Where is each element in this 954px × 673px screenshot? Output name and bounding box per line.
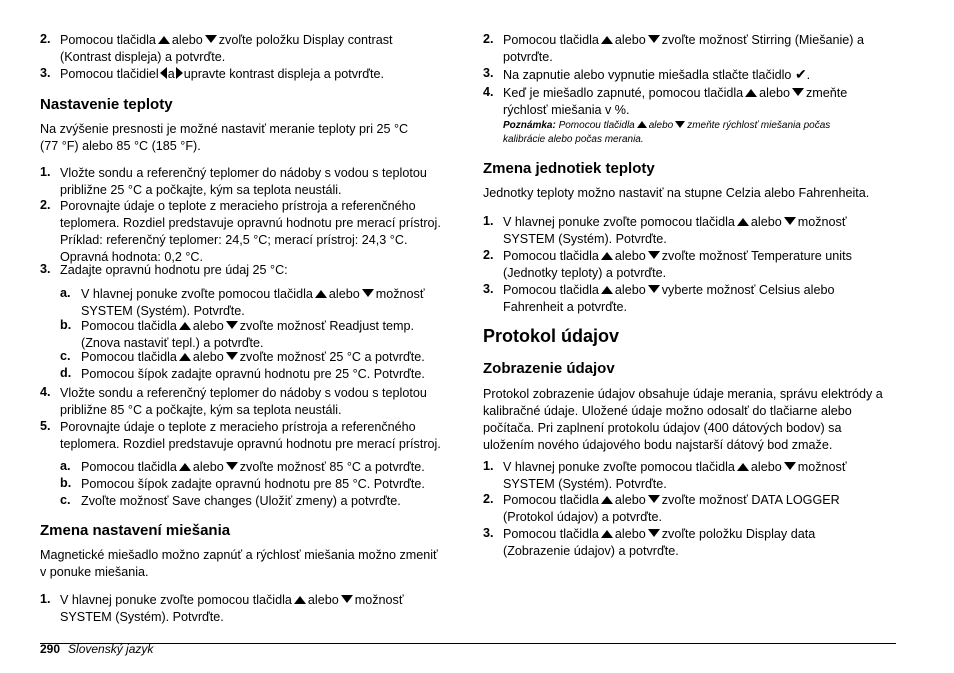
footer-divider	[40, 643, 896, 644]
page-footer	[40, 642, 153, 656]
substep-letter: d.	[60, 366, 72, 380]
step-text: Porovnajte údaje o teplote z meracieho prístroja a referenčného teplomera. Rozdiel predstavuje opravnú hodnotu pre merací prístroj.	[60, 420, 441, 451]
step-number: 2.	[40, 198, 51, 212]
up-arrow-icon	[637, 121, 647, 128]
up-arrow-icon	[745, 89, 757, 97]
down-arrow-icon	[792, 88, 804, 96]
step-number: 1.	[40, 165, 51, 179]
up-arrow-icon	[601, 36, 613, 44]
step-text: Vložte sondu a referenčný teplomer do nádoby s vodou s teplotou približne 25 °C a počkajte, kým sa teplota neustáli.	[60, 166, 427, 197]
up-arrow-icon	[294, 596, 306, 604]
down-arrow-icon	[648, 251, 660, 259]
substep-letter: b.	[60, 318, 72, 332]
down-arrow-icon	[226, 352, 238, 360]
up-arrow-icon	[601, 496, 613, 504]
down-arrow-icon	[784, 462, 796, 470]
section-heading: Zobrazenie údajov	[483, 360, 615, 377]
substep-letter: a.	[60, 286, 71, 300]
substep-text: Zvoľte možnosť Save changes (Uložiť zmeny) a potvrďte.	[81, 494, 401, 508]
step-text: Pomocou tlačidla alebo zvoľte možnosť Temperature units (Jednotky teploty) a potvrďte.	[503, 249, 852, 280]
step-text: Pomocou tlačidla alebo zvoľte položku Display data (Zobrazenie údajov) a potvrďte.	[503, 527, 816, 558]
up-arrow-icon	[315, 290, 327, 298]
paragraph: Magnetické miešadlo možno zapnúť a rýchlosť miešania možno zmeniť v ponuke miešania.	[40, 548, 438, 579]
substep-letter: b.	[60, 476, 72, 490]
step-text: V hlavnej ponuke zvoľte pomocou tlačidla alebo možnosť SYSTEM (Systém). Potvrďte.	[60, 593, 404, 624]
step-text: Keď je miešadlo zapnuté, pomocou tlačidla alebo zmeňte rýchlosť miešania v %.	[503, 86, 848, 117]
step-text: Vložte sondu a referenčný teplomer do nádoby s vodou s teplotou približne 85 °C a počkajte, kým sa teplota neustáli.	[60, 386, 427, 417]
step-text: Na zapnutie alebo vypnutie miešadla stlačte tlačidlo ✔.	[503, 66, 811, 82]
step-text: Pomocou tlačidla alebo vyberte možnosť Celsius alebo Fahrenheit a potvrďte.	[503, 283, 835, 314]
step-text: Porovnajte údaje o teplote z meracieho prístroja a referenčného teplomera. Rozdiel predstavuje opravnú hodnotu pre merací prístroj. Príklad: referenčný teplomer: 24,5 °C; merací prístroj: 24,3 °C. Opravná hodnota: 0,2 °C.	[60, 199, 441, 264]
step-number: 2.	[483, 248, 494, 262]
substep-letter: a.	[60, 459, 71, 473]
down-arrow-icon	[648, 35, 660, 43]
down-arrow-icon	[341, 595, 353, 603]
up-arrow-icon	[601, 286, 613, 294]
step-number: 3.	[483, 282, 494, 296]
down-arrow-icon	[784, 217, 796, 225]
up-arrow-icon	[158, 36, 170, 44]
substep-text: Pomocou tlačidla alebo zvoľte možnosť 85 °C a potvrďte.	[81, 460, 425, 474]
substep-text: Pomocou tlačidla alebo zvoľte možnosť Readjust temp. (Znova nastaviť tepl.) a potvrďte.	[81, 319, 415, 350]
up-arrow-icon	[179, 463, 191, 471]
step-number: 5.	[40, 419, 51, 433]
step-number: 3.	[40, 262, 51, 276]
step-number: 1.	[40, 592, 51, 606]
section-heading: Zmena jednotiek teploty	[483, 160, 655, 177]
substep-text: Pomocou šípok zadajte opravnú hodnotu pre 25 °C. Potvrďte.	[81, 367, 425, 381]
down-arrow-icon	[675, 121, 685, 128]
step-number: 1.	[483, 214, 494, 228]
substep-text: Pomocou šípok zadajte opravnú hodnotu pre 85 °C. Potvrďte.	[81, 477, 425, 491]
down-arrow-icon	[648, 285, 660, 293]
substep-letter: c.	[60, 493, 71, 507]
down-arrow-icon	[648, 495, 660, 503]
step-number: 2.	[483, 492, 494, 506]
step-text: V hlavnej ponuke zvoľte pomocou tlačidla alebo možnosť SYSTEM (Systém). Potvrďte.	[503, 215, 847, 246]
step-text: Zadajte opravnú hodnotu pre údaj 25 °C:	[60, 263, 288, 277]
paragraph: Protokol zobrazenie údajov obsahuje údaje merania, správu elektródy a kalibračné údaje. Uložené údaje možno odosalť do tlačiarne alebo počítača. Pri zaplnení protokolu údajov (400 dátových bodov) sa uložením nového údajového bodu najstarší dátový bod zmaže.	[483, 387, 883, 452]
up-arrow-icon	[737, 463, 749, 471]
page-number: 290	[40, 642, 61, 656]
down-arrow-icon	[226, 321, 238, 329]
step-number: 2.	[40, 32, 51, 46]
step-text: Pomocou tlačidiel a upravte kontrast displeja a potvrďte.	[60, 67, 384, 81]
substep-letter: c.	[60, 349, 71, 363]
step-number: 3.	[483, 66, 494, 80]
step-number: 1.	[483, 459, 494, 473]
note: Poznámka: Pomocou tlačidla alebo zmeňte rýchlosť miešania počas kalibrácie alebo počas merania.	[503, 120, 831, 145]
up-arrow-icon	[601, 252, 613, 260]
paragraph: Na zvýšenie presnosti je možné nastaviť meranie teploty pri 25 °C (77 °F) alebo 85 °C (185 °F).	[40, 122, 409, 153]
up-arrow-icon	[601, 530, 613, 538]
step-text: Pomocou tlačidla alebo zvoľte položku Display contrast (Kontrast displeja) a potvrďte.	[60, 33, 393, 64]
step-text: Pomocou tlačidla alebo zvoľte možnosť DATA LOGGER (Protokol údajov) a potvrďte.	[503, 493, 840, 524]
footer-language: Slovenský jazyk	[68, 642, 154, 656]
section-heading: Nastavenie teploty	[40, 96, 173, 113]
up-arrow-icon	[737, 218, 749, 226]
left-arrow-icon	[160, 67, 167, 79]
up-arrow-icon	[179, 322, 191, 330]
step-text: V hlavnej ponuke zvoľte pomocou tlačidla alebo možnosť SYSTEM (Systém). Potvrďte.	[503, 460, 847, 491]
chapter-heading: Protokol údajov	[483, 326, 620, 346]
up-arrow-icon	[179, 353, 191, 361]
down-arrow-icon	[226, 462, 238, 470]
step-number: 2.	[483, 32, 494, 46]
step-number: 4.	[483, 85, 494, 99]
checkmark-icon: ✔	[794, 66, 807, 82]
right-arrow-icon	[176, 67, 183, 79]
step-text: Pomocou tlačidla alebo zvoľte možnosť Stirring (Miešanie) a potvrďte.	[503, 33, 865, 64]
substep-text: V hlavnej ponuke zvoľte pomocou tlačidla alebo možnosť SYSTEM (Systém). Potvrďte.	[81, 287, 425, 318]
down-arrow-icon	[362, 289, 374, 297]
step-number: 3.	[40, 66, 51, 80]
down-arrow-icon	[648, 529, 660, 537]
section-heading: Zmena nastavení miešania	[40, 522, 231, 539]
down-arrow-icon	[205, 35, 217, 43]
substep-text: Pomocou tlačidla alebo zvoľte možnosť 25 °C a potvrďte.	[81, 350, 425, 364]
step-number: 3.	[483, 526, 494, 540]
step-number: 4.	[40, 385, 51, 399]
paragraph: Jednotky teploty možno nastaviť na stupne Celzia alebo Fahrenheita.	[483, 186, 870, 200]
